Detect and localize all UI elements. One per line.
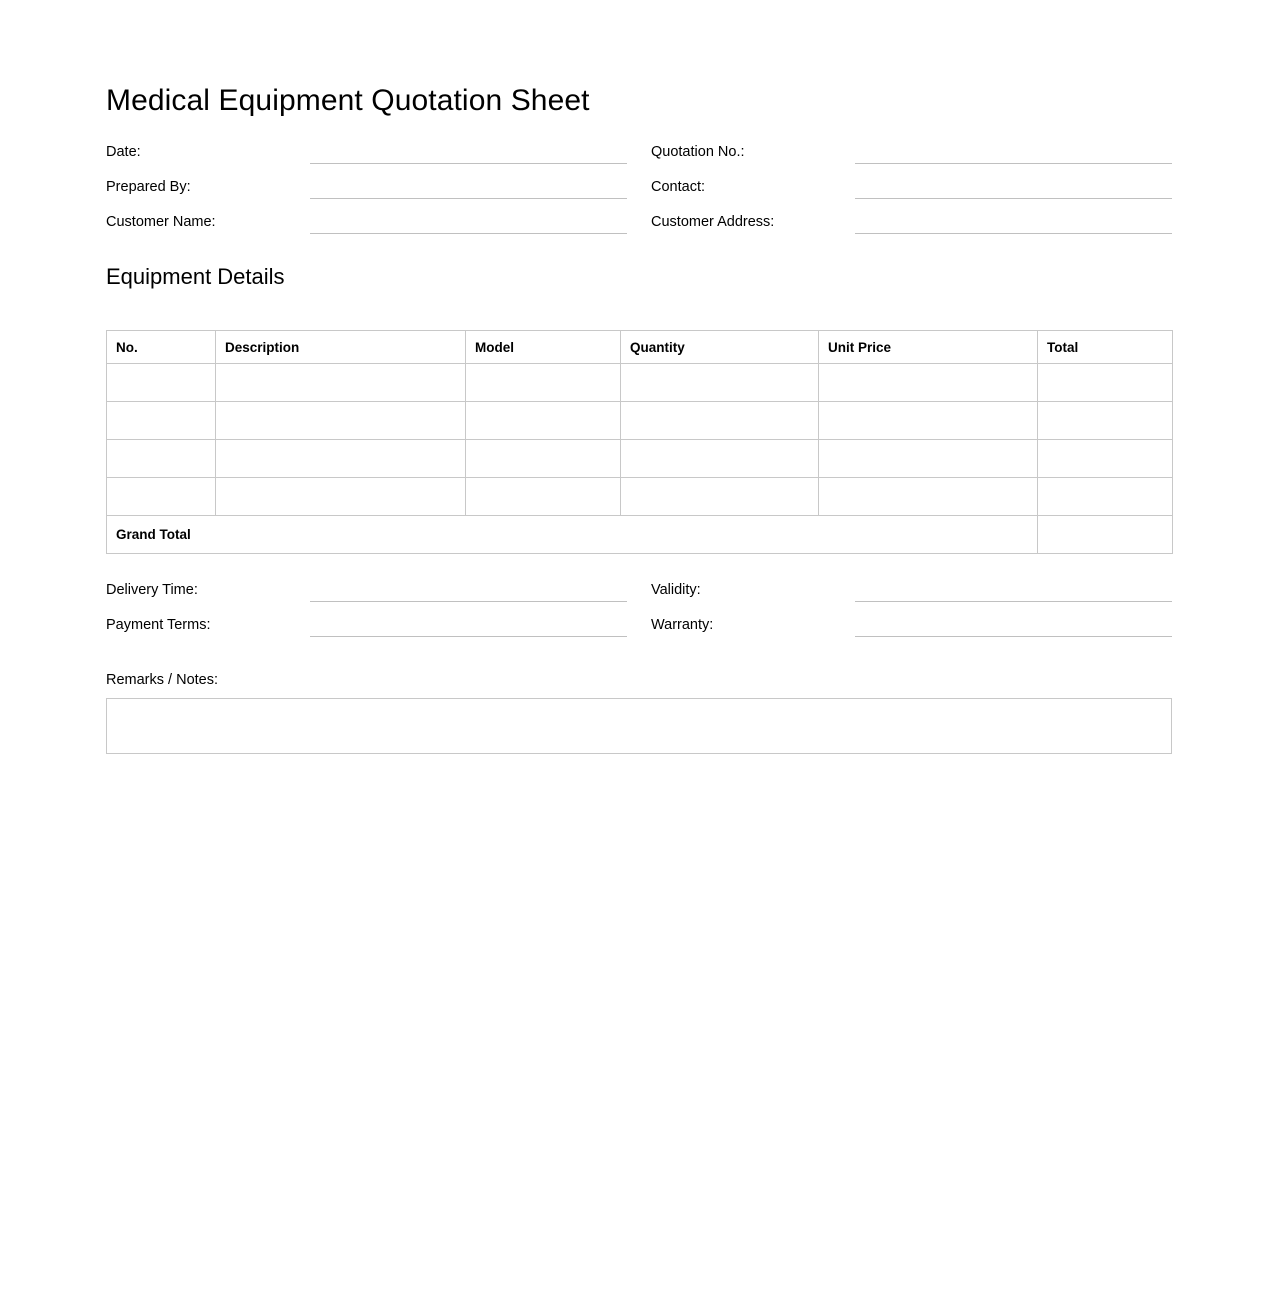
field-payment-terms (106, 611, 651, 637)
cell-no[interactable] (107, 402, 216, 440)
column-header-no: No. (107, 331, 216, 364)
header-field-row (106, 138, 1172, 173)
field-label-customer-address: Customer Address: (651, 214, 775, 230)
table-header-row (107, 331, 1173, 364)
field-input-delivery-time[interactable] (310, 576, 627, 602)
cell-model[interactable] (466, 440, 621, 478)
field-prepared-by (106, 173, 651, 199)
column-header-description: Description (216, 331, 466, 364)
field-input-date[interactable] (310, 138, 627, 164)
grand-total-value[interactable] (1038, 516, 1173, 554)
terms-field-row (106, 611, 1172, 646)
table-row (107, 402, 1173, 440)
field-label-date: Date: (106, 144, 141, 160)
table-row (107, 364, 1173, 402)
cell-unit-price[interactable] (819, 364, 1038, 402)
field-warranty (651, 611, 1172, 637)
header-field-row (106, 173, 1172, 208)
cell-quantity[interactable] (621, 478, 819, 516)
column-header-unit-price: Unit Price (819, 331, 1038, 364)
cell-model[interactable] (466, 364, 621, 402)
cell-total[interactable] (1038, 478, 1173, 516)
table-row (107, 478, 1173, 516)
field-label-customer-name: Customer Name: (106, 214, 216, 230)
field-delivery-time (106, 576, 651, 602)
cell-quantity[interactable] (621, 364, 819, 402)
cell-unit-price[interactable] (819, 478, 1038, 516)
table-row (107, 440, 1173, 478)
terms-fields-block (106, 576, 1172, 646)
section-title-equipment-details: Equipment Details (106, 264, 285, 289)
field-customer-address (651, 208, 1172, 234)
cell-model[interactable] (466, 478, 621, 516)
field-date (106, 138, 651, 164)
field-input-quotation-no[interactable] (855, 138, 1172, 164)
field-input-customer-address[interactable] (855, 208, 1172, 234)
cell-description[interactable] (216, 440, 466, 478)
cell-description[interactable] (216, 402, 466, 440)
field-contact (651, 173, 1172, 199)
field-label-payment-terms: Payment Terms: (106, 617, 211, 633)
field-label-delivery-time: Delivery Time: (106, 582, 198, 598)
column-header-total: Total (1038, 331, 1173, 364)
cell-no[interactable] (107, 364, 216, 402)
header-fields-block (106, 138, 1172, 243)
cell-unit-price[interactable] (819, 402, 1038, 440)
cell-unit-price[interactable] (819, 440, 1038, 478)
cell-total[interactable] (1038, 364, 1173, 402)
field-quotation-no (651, 138, 1172, 164)
field-validity (651, 576, 1172, 602)
field-customer-name (106, 208, 651, 234)
cell-no[interactable] (107, 440, 216, 478)
equipment-table (106, 330, 1173, 554)
field-input-payment-terms[interactable] (310, 611, 627, 637)
field-input-warranty[interactable] (855, 611, 1172, 637)
field-input-customer-name[interactable] (310, 208, 627, 234)
field-label-validity: Validity: (651, 582, 701, 598)
cell-description[interactable] (216, 364, 466, 402)
field-input-prepared-by[interactable] (310, 173, 627, 199)
field-label-warranty: Warranty: (651, 617, 714, 633)
remarks-section (106, 670, 1172, 754)
field-label-prepared-by: Prepared By: (106, 179, 191, 195)
page-title: Medical Equipment Quotation Sheet (106, 84, 590, 117)
cell-quantity[interactable] (621, 402, 819, 440)
terms-field-row (106, 576, 1172, 611)
cell-total[interactable] (1038, 402, 1173, 440)
remarks-label: Remarks / Notes: (106, 672, 218, 688)
field-input-validity[interactable] (855, 576, 1172, 602)
field-label-quotation-no: Quotation No.: (651, 144, 745, 160)
equipment-table-wrapper (106, 330, 1172, 554)
cell-description[interactable] (216, 478, 466, 516)
cell-model[interactable] (466, 402, 621, 440)
field-input-contact[interactable] (855, 173, 1172, 199)
cell-no[interactable] (107, 478, 216, 516)
column-header-quantity: Quantity (621, 331, 819, 364)
grand-total-row (107, 516, 1173, 554)
header-field-row (106, 208, 1172, 243)
cell-quantity[interactable] (621, 440, 819, 478)
grand-total-label: Grand Total (107, 516, 1038, 554)
remarks-textarea[interactable] (106, 698, 1172, 754)
column-header-model: Model (466, 331, 621, 364)
cell-total[interactable] (1038, 440, 1173, 478)
field-label-contact: Contact: (651, 179, 705, 195)
